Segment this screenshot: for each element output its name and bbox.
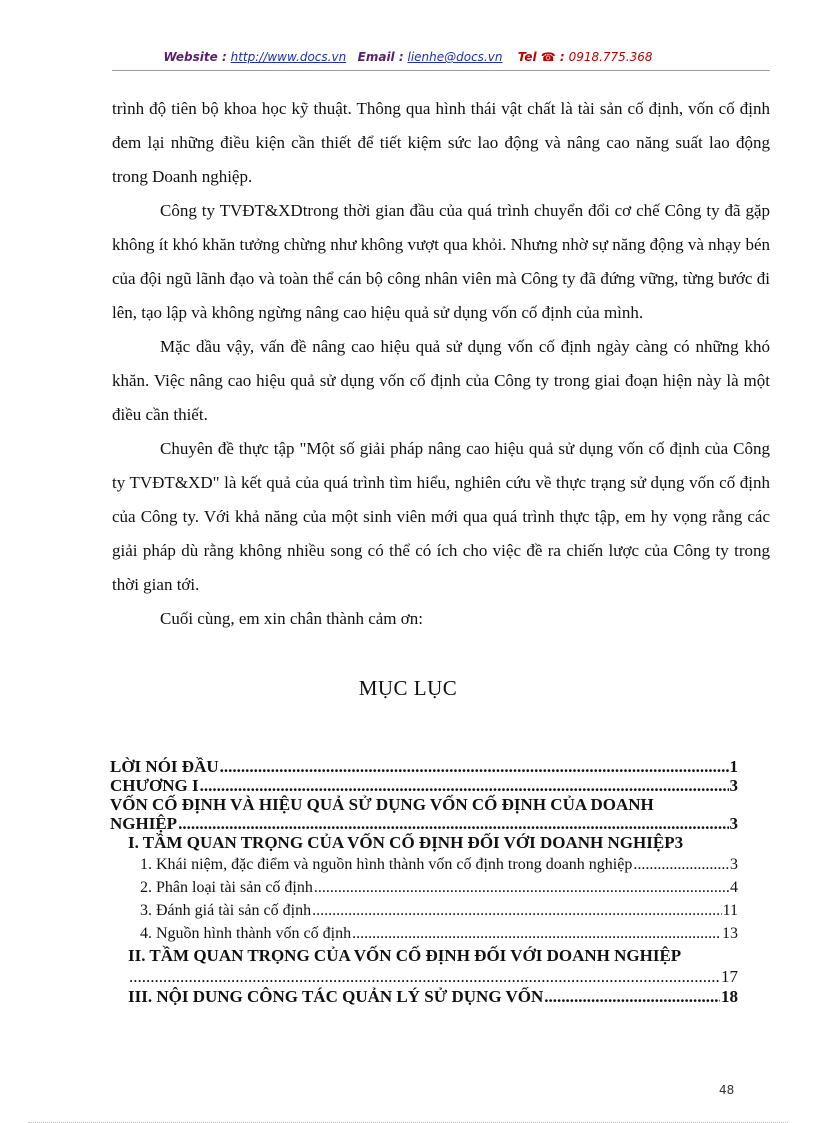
toc-entry-section-2[interactable] [110,945,738,987]
table-of-contents [110,757,738,1007]
body-text [112,92,770,636]
toc-entry-section-1[interactable]: I. TẦM QUAN TRỌNG CỦA VỐN CỐ ĐỊNH ĐỐI VỚI DOANH NGHIỆP 3 [128,833,684,852]
toc-entry-chuong-1[interactable]: CHƯƠNG I ..... 3 [110,776,738,795]
toc-entry-section-3[interactable]: III. NỘI DUNG CÔNG TÁC QUẢN LÝ SỬ DỤNG VỐN ..... 18 [110,987,738,1007]
paragraph-4: Chuyên đề thực tập "Một số giải pháp nâng cao hiệu quả sử dụng vốn cố định của Công ty TVĐT&XD" là kết quả của quá trình tìm hiểu, nghiên cứu về thực trạng sử dụng vốn cố định của Công ty. Với khả năng của một sinh viên mới qua quá trình thực tập, em hy vọng rằng các giải pháp dù rằng không nhiều song có thể có ích cho việc đề ra chiến lược của Công ty trong thời gian tới. [112,439,770,594]
toc-entry-1-1[interactable]: 1. Khái niệm, đặc điểm và nguồn hình thành vốn cố định trong doanh nghiệp ..... 3 [110,853,738,876]
tel-label: Tel ☎ : [517,50,565,64]
header-divider [112,70,770,71]
toc-entry-line-2: NGHIỆP ..... 3 [110,814,738,833]
paragraph-5: Cuối cùng, em xin chân thành cảm ơn: [160,609,423,628]
toc-entry-line-2: ..... 17 [110,967,738,987]
toc-entry-line-1: II. TẦM QUAN TRỌNG CỦA VỐN CỐ ĐỊNH ĐỐI VỚI DOANH NGHIỆP [128,946,682,965]
website-link[interactable]: http://www.docs.vn [230,50,347,64]
email-link[interactable]: lienhe@docs.vn [407,50,503,64]
toc-entry-1-2[interactable]: 2. Phân loại tài sản cố định ..... 4 [110,876,738,899]
page-header [0,50,816,64]
toc-entry-1-4[interactable]: 4. Nguồn hình thành vốn cố định ..... 13 [110,922,738,945]
paragraph-1: trình độ tiên bộ khoa học kỹ thuật. Thông qua hình thái vật chất là tài sản cố định, vốn cố định đem lại những điều kiện cần thiết để tiết kiệm sức lao động và nâng cao năng suất lao động trong Doanh nghiệp. [112,99,770,186]
tel-value: 0918.775.368 [568,50,653,64]
email-label: Email : [357,50,404,64]
website-label: Website : [163,50,227,64]
paragraph-3: Mặc dầu vậy, vấn đề nâng cao hiệu quả sử dụng vốn cố định ngày càng có những khó khăn. Việc nâng cao hiệu quả sử dụng vốn cố định của Công ty trong giai đoạn hiện này là một điều cần thiết. [112,337,770,424]
toc-entry-line-1: VỐN CỐ ĐỊNH VÀ HIỆU QUẢ SỬ DỤNG VỐN CỐ ĐỊNH CỦA DOANH [110,795,654,814]
paragraph-2: Công ty TVĐT&XDtrong thời gian đầu của quá trình chuyển đổi cơ chế Công ty đã gặp không ít khó khăn tưởng chừng như không vượt qua khỏi. Nhưng nhờ sự năng động và nhạy bén của đội ngũ lãnh đạo và toàn thể cán bộ công nhân viên mà Công ty đã đứng vững, từng bước đi lên, tạo lập và không ngừng nâng cao hiệu quả sử dụng vốn cố định của mình. [112,201,770,322]
toc-title: MỤC LỤC [358,676,458,700]
toc-entry-von-co-dinh[interactable] [110,795,738,833]
toc-entry-loi-noi-dau[interactable]: LỜI NÓI ĐẦU ..... 1 [110,757,738,776]
toc-entry-1-3[interactable]: 3. Đánh giá tài sản cố định ..... 11 [110,899,738,922]
page-number: 48 [719,1083,735,1097]
